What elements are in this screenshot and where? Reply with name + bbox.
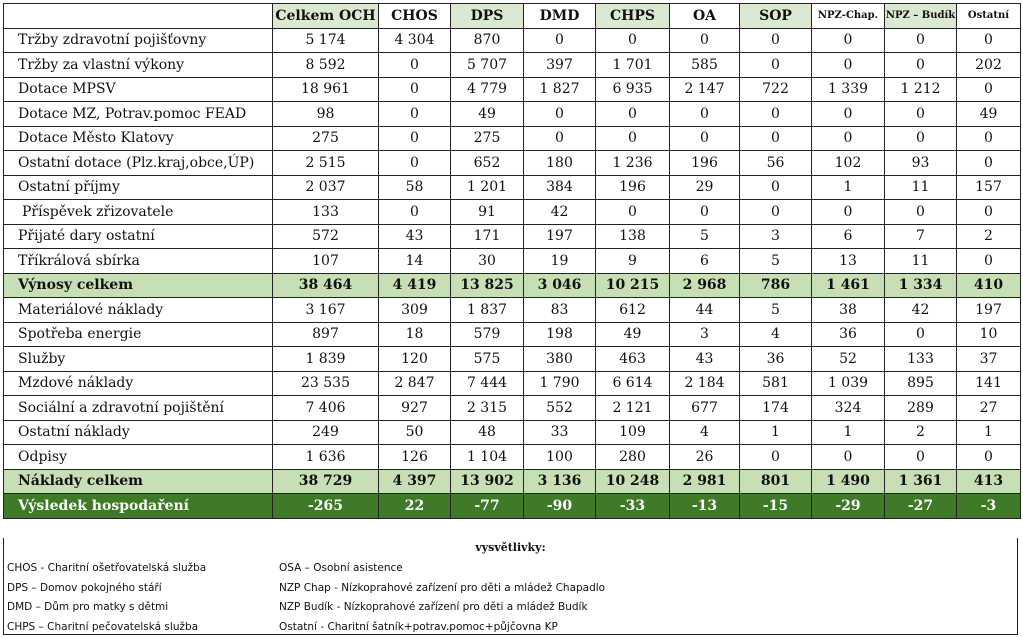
cell-value: 572: [273, 224, 379, 249]
header-row: [4, 4, 1021, 29]
cell-value: 1 361: [885, 469, 957, 494]
cell-value: 19: [524, 249, 596, 274]
cell-value: 4 397: [379, 469, 451, 494]
cell-value: 0: [740, 445, 812, 470]
row-label: Přijaté dary ostatní: [4, 224, 273, 249]
cell-value: 197: [524, 224, 596, 249]
cell-value: 0: [524, 28, 596, 53]
row-label: Spotřeba energie: [4, 322, 273, 347]
cell-value: 8 592: [273, 53, 379, 78]
cell-value: 7 444: [451, 371, 524, 396]
cell-value: 2 847: [379, 371, 451, 396]
row-label: Ostatní dotace (Plz.kraj,obce,ÚP): [4, 151, 273, 176]
cell-value: 42: [524, 200, 596, 225]
col-header-npz-chap: NPZ-Chap.: [812, 4, 885, 29]
row-label: Ostatní příjmy: [4, 175, 273, 200]
table-row: [4, 200, 1021, 225]
cell-value: 0: [812, 28, 885, 53]
cell-value: 801: [740, 469, 812, 494]
cell-value: 91: [451, 200, 524, 225]
cell-value: 43: [670, 347, 740, 372]
cell-value: 120: [379, 347, 451, 372]
cell-value: 0: [812, 445, 885, 470]
col-header-chos: CHOS: [379, 4, 451, 29]
cell-value: 1 790: [524, 371, 596, 396]
table-row: [4, 347, 1021, 372]
col-header-npz-budik: NPZ – Budík: [885, 4, 957, 29]
cell-value: 786: [740, 273, 812, 298]
note-item: DPS – Domov pokojného stáří: [7, 581, 162, 594]
table-row: [4, 151, 1021, 176]
cell-value: 174: [740, 396, 812, 421]
cell-value: 579: [451, 322, 524, 347]
col-header-chps: CHPS: [596, 4, 670, 29]
cell-value: 1: [812, 175, 885, 200]
cell-value: 196: [596, 175, 670, 200]
cell-value: -90: [524, 494, 596, 519]
cell-value: 3: [740, 224, 812, 249]
financial-table: [3, 3, 1021, 519]
cell-value: 42: [885, 298, 957, 323]
cell-value: 26: [670, 445, 740, 470]
cell-value: 27: [957, 396, 1021, 421]
cell-value: 895: [885, 371, 957, 396]
row-label: Sociální a zdravotní pojištění: [4, 396, 273, 421]
cell-value: 2 184: [670, 371, 740, 396]
row-label: Dotace MPSV: [4, 77, 273, 102]
cell-value: 1 837: [451, 298, 524, 323]
cell-value: 0: [957, 126, 1021, 151]
cell-value: 575: [451, 347, 524, 372]
cell-value: 29: [670, 175, 740, 200]
cell-value: 0: [812, 200, 885, 225]
notes-title: vysvětlivky:: [475, 541, 546, 554]
cell-value: 0: [379, 126, 451, 151]
cell-value: 10: [957, 322, 1021, 347]
note-item: NZP Chap - Nízkoprahové zařízení pro děti a mládež Chapadlo: [279, 581, 606, 594]
cell-value: 7: [885, 224, 957, 249]
cell-value: 4: [740, 322, 812, 347]
cell-value: 14: [379, 249, 451, 274]
cell-value: 0: [957, 200, 1021, 225]
row-label: Tříkrálová sbírka: [4, 249, 273, 274]
cell-value: 1 334: [885, 273, 957, 298]
cell-value: 0: [957, 249, 1021, 274]
table-row: [4, 28, 1021, 53]
cell-value: 1: [740, 420, 812, 445]
cell-value: 249: [273, 420, 379, 445]
cell-value: 23 535: [273, 371, 379, 396]
cell-value: 6 935: [596, 77, 670, 102]
table-row: [4, 53, 1021, 78]
cell-value: 0: [596, 200, 670, 225]
cell-value: 1 490: [812, 469, 885, 494]
row-label: Dotace Město Klatovy: [4, 126, 273, 151]
note-item: DMD – Dům pro matky s dětmi: [7, 601, 169, 613]
cell-value: 18 961: [273, 77, 379, 102]
table-row: [4, 126, 1021, 151]
table-row: [4, 420, 1021, 445]
cell-value: 4: [670, 420, 740, 445]
cell-value: 384: [524, 175, 596, 200]
cell-value: 10 248: [596, 469, 670, 494]
cell-value: 2 315: [451, 396, 524, 421]
col-header-sop: SOP: [740, 4, 812, 29]
cell-value: 93: [885, 151, 957, 176]
cell-value: -77: [451, 494, 524, 519]
cell-value: 0: [596, 102, 670, 127]
row-label: Odpisy: [4, 445, 273, 470]
cell-value: 4 419: [379, 273, 451, 298]
cell-value: 38: [812, 298, 885, 323]
cell-value: 0: [524, 126, 596, 151]
cell-value: 0: [379, 102, 451, 127]
cell-value: 107: [273, 249, 379, 274]
cell-value: 13 902: [451, 469, 524, 494]
cell-value: 9: [596, 249, 670, 274]
cell-value: 22: [379, 494, 451, 519]
cell-value: 289: [885, 396, 957, 421]
col-header-dmd: DMD: [524, 4, 596, 29]
row-label: Mzdové náklady: [4, 371, 273, 396]
cell-value: 0: [885, 28, 957, 53]
table-row: [4, 102, 1021, 127]
cell-value: 0: [885, 53, 957, 78]
cell-value: 1 636: [273, 445, 379, 470]
cell-value: 180: [524, 151, 596, 176]
cell-value: 126: [379, 445, 451, 470]
cell-value: 18: [379, 322, 451, 347]
cell-value: 2 121: [596, 396, 670, 421]
cell-value: 0: [524, 102, 596, 127]
cell-value: 38 464: [273, 273, 379, 298]
cell-value: 1 104: [451, 445, 524, 470]
header-corner: [4, 4, 273, 29]
cell-value: 0: [379, 77, 451, 102]
cell-value: 0: [957, 28, 1021, 53]
cell-value: 2 515: [273, 151, 379, 176]
cell-value: 410: [957, 273, 1021, 298]
cell-value: 13: [812, 249, 885, 274]
cell-value: 275: [273, 126, 379, 151]
cell-value: 13 825: [451, 273, 524, 298]
table-row: [4, 77, 1021, 102]
cell-value: 49: [451, 102, 524, 127]
cell-value: 109: [596, 420, 670, 445]
table-row: [4, 371, 1021, 396]
cell-value: 197: [957, 298, 1021, 323]
cell-value: 927: [379, 396, 451, 421]
table-row: [4, 396, 1021, 421]
cell-value: 4 779: [451, 77, 524, 102]
cell-value: 0: [740, 28, 812, 53]
total-row: [4, 273, 1021, 298]
row-label: Příspěvek zřizovatele: [4, 200, 273, 225]
cell-value: 397: [524, 53, 596, 78]
cell-value: -27: [885, 494, 957, 519]
cell-value: 196: [670, 151, 740, 176]
cell-value: 100: [524, 445, 596, 470]
cell-value: 3: [670, 322, 740, 347]
cell-value: 6 614: [596, 371, 670, 396]
cell-value: 1 212: [885, 77, 957, 102]
col-header-oa: OA: [670, 4, 740, 29]
cell-value: 0: [379, 53, 451, 78]
cell-value: 0: [957, 151, 1021, 176]
cell-value: 3 136: [524, 469, 596, 494]
cell-value: 2 147: [670, 77, 740, 102]
cell-value: 33: [524, 420, 596, 445]
cell-value: 0: [957, 77, 1021, 102]
cell-value: 5: [670, 224, 740, 249]
cell-value: 7 406: [273, 396, 379, 421]
table-row: [4, 175, 1021, 200]
cell-value: 6: [812, 224, 885, 249]
cell-value: 83: [524, 298, 596, 323]
notes-right-column: [277, 559, 605, 637]
row-label: Výnosy celkem: [4, 273, 273, 298]
cell-value: 44: [670, 298, 740, 323]
col-header-ostatni: Ostatní: [957, 4, 1021, 29]
notes-left-column: [4, 559, 277, 637]
cell-value: 0: [740, 126, 812, 151]
cell-value: 275: [451, 126, 524, 151]
cell-value: 49: [596, 322, 670, 347]
cell-value: 4 304: [379, 28, 451, 53]
cell-value: 0: [957, 445, 1021, 470]
cell-value: 1 839: [273, 347, 379, 372]
cell-value: 0: [812, 126, 885, 151]
cell-value: 2 968: [670, 273, 740, 298]
cell-value: 141: [957, 371, 1021, 396]
cell-value: 30: [451, 249, 524, 274]
cell-value: 552: [524, 396, 596, 421]
cell-value: 0: [885, 445, 957, 470]
result-row: [4, 494, 1021, 519]
row-label: Výsledek hospodaření: [4, 494, 273, 519]
cell-value: 0: [885, 200, 957, 225]
cell-value: 36: [740, 347, 812, 372]
cell-value: -3: [957, 494, 1021, 519]
row-label: Dotace MZ, Potrav.pomoc FEAD: [4, 102, 273, 127]
cell-value: 5 174: [273, 28, 379, 53]
cell-value: 5: [740, 298, 812, 323]
cell-value: 0: [885, 126, 957, 151]
table-row: [4, 298, 1021, 323]
cell-value: 0: [670, 126, 740, 151]
cell-value: -13: [670, 494, 740, 519]
cell-value: 581: [740, 371, 812, 396]
cell-value: 0: [740, 175, 812, 200]
cell-value: 309: [379, 298, 451, 323]
note-item: CHPS – Charitní pečovatelská služba: [7, 620, 199, 633]
cell-value: 380: [524, 347, 596, 372]
note-item: NZP Budík - Nízkoprahové zařízení pro děti a mládež Budík: [279, 601, 588, 613]
cell-value: 0: [812, 102, 885, 127]
cell-value: 138: [596, 224, 670, 249]
cell-value: -33: [596, 494, 670, 519]
cell-value: 463: [596, 347, 670, 372]
cell-value: 0: [812, 53, 885, 78]
row-label: Tržby za vlastní výkony: [4, 53, 273, 78]
cell-value: 36: [812, 322, 885, 347]
note-item: OSA – Osobní asistence: [279, 562, 403, 574]
cell-value: 48: [451, 420, 524, 445]
cell-value: 897: [273, 322, 379, 347]
cell-value: 37: [957, 347, 1021, 372]
cell-value: 43: [379, 224, 451, 249]
cell-value: 1 827: [524, 77, 596, 102]
table-row: [4, 322, 1021, 347]
table-row: [4, 224, 1021, 249]
cell-value: 280: [596, 445, 670, 470]
cell-value: 11: [885, 249, 957, 274]
cell-value: 413: [957, 469, 1021, 494]
cell-value: 56: [740, 151, 812, 176]
cell-value: 652: [451, 151, 524, 176]
legend-notes: [3, 538, 1018, 635]
cell-value: 49: [957, 102, 1021, 127]
cell-value: 870: [451, 28, 524, 53]
cell-value: 585: [670, 53, 740, 78]
cell-value: 3 167: [273, 298, 379, 323]
note-item: CHOS - Charitní ošetřovatelská služba: [7, 562, 207, 574]
cell-value: 202: [957, 53, 1021, 78]
cell-value: 612: [596, 298, 670, 323]
cell-value: 50: [379, 420, 451, 445]
row-label: Ostatní náklady: [4, 420, 273, 445]
cell-value: 11: [885, 175, 957, 200]
cell-value: 157: [957, 175, 1021, 200]
cell-value: 2: [885, 420, 957, 445]
col-header-dps: DPS: [451, 4, 524, 29]
cell-value: 98: [273, 102, 379, 127]
cell-value: 198: [524, 322, 596, 347]
cell-value: 171: [451, 224, 524, 249]
cell-value: 1 461: [812, 273, 885, 298]
cell-value: 38 729: [273, 469, 379, 494]
cell-value: 1 701: [596, 53, 670, 78]
cell-value: 2: [957, 224, 1021, 249]
cell-value: 1 039: [812, 371, 885, 396]
cell-value: 0: [596, 126, 670, 151]
cell-value: 0: [740, 102, 812, 127]
cell-value: 1 339: [812, 77, 885, 102]
cell-value: 722: [740, 77, 812, 102]
row-label: Tržby zdravotní pojišťovny: [4, 28, 273, 53]
cell-value: 5 707: [451, 53, 524, 78]
cell-value: 1: [957, 420, 1021, 445]
cell-value: 1 236: [596, 151, 670, 176]
cell-value: -15: [740, 494, 812, 519]
cell-value: 0: [885, 102, 957, 127]
cell-value: 6: [670, 249, 740, 274]
cell-value: 0: [740, 53, 812, 78]
note-item: Ostatní - Charitní šatník+potrav.pomoc+půjčovna KP: [279, 620, 558, 633]
cell-value: 0: [596, 28, 670, 53]
cell-value: 0: [670, 102, 740, 127]
cell-value: 58: [379, 175, 451, 200]
cell-value: 0: [379, 200, 451, 225]
cell-value: 324: [812, 396, 885, 421]
cell-value: 0: [670, 200, 740, 225]
cell-value: 0: [885, 322, 957, 347]
cell-value: 2 037: [273, 175, 379, 200]
cell-value: 0: [740, 200, 812, 225]
cell-value: 677: [670, 396, 740, 421]
col-header-celkem: Celkem OCH: [273, 4, 379, 29]
cell-value: 133: [273, 200, 379, 225]
cell-value: 0: [379, 151, 451, 176]
total-row: [4, 469, 1021, 494]
cell-value: -265: [273, 494, 379, 519]
row-label: Služby: [4, 347, 273, 372]
cell-value: 133: [885, 347, 957, 372]
row-label: Materiálové náklady: [4, 298, 273, 323]
cell-value: 1 201: [451, 175, 524, 200]
cell-value: 0: [670, 28, 740, 53]
cell-value: 102: [812, 151, 885, 176]
table-row: [4, 445, 1021, 470]
cell-value: 2 981: [670, 469, 740, 494]
row-label: Náklady celkem: [4, 469, 273, 494]
cell-value: 1: [812, 420, 885, 445]
cell-value: -29: [812, 494, 885, 519]
cell-value: 5: [740, 249, 812, 274]
cell-value: 10 215: [596, 273, 670, 298]
table-row: [4, 249, 1021, 274]
cell-value: 52: [812, 347, 885, 372]
cell-value: 3 046: [524, 273, 596, 298]
